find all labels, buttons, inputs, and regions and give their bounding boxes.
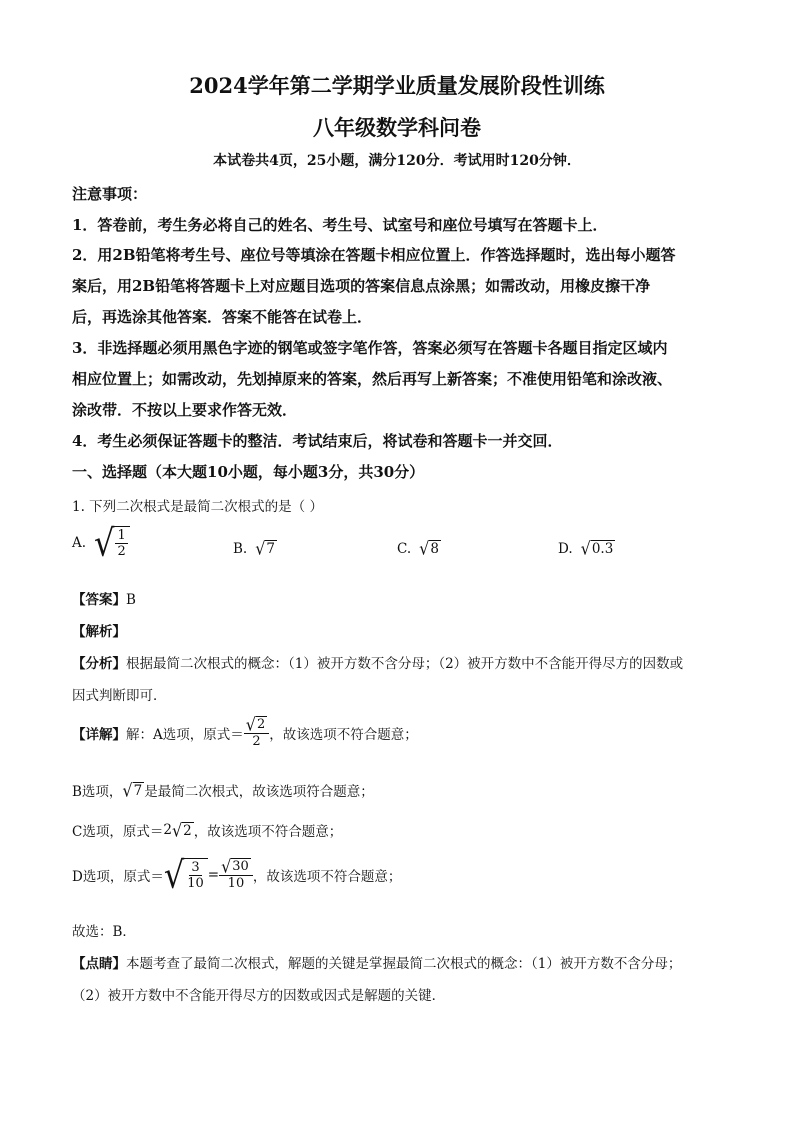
detail-option-b: B选项， √ 7 是最简二次根式，故该选项符合题意； <box>72 779 374 801</box>
notice-item-2-line-1: 2．用2B铅笔将考生号、座位号等填涂在答题卡相应位置上．作答选择题时，选出每小题答 <box>72 246 676 264</box>
option-c-label: C. <box>397 540 412 557</box>
radical-sign-icon: √ <box>245 714 256 735</box>
option-d-sqrt: √ 0.3 <box>580 538 614 559</box>
notice-item-2-line-2: 案后，用2B铅笔将答题卡上对应题目选项的答案信息点涂黑；如需改动，用橡皮擦干净 <box>72 277 651 295</box>
radical-sign-icon: √ <box>580 538 591 559</box>
detail-option-a: 【详解】 解：A选项，原式＝ √ 2 2 ，故该选项不符合题意； <box>72 714 418 749</box>
question-1-stem: 1. 下列二次根式是最简二次根式的是（ ） <box>72 499 323 515</box>
radical-sign-icon: √ <box>163 853 185 897</box>
notice-item-3-line-3: 涂改带．不按以上要求作答无效． <box>72 401 298 419</box>
notice-item-4: 4．考生必须保证答题卡的整洁．考试结束后，将试卷和答题卡一并交回． <box>72 432 563 450</box>
exam-info: 本试卷共4页，25小题，满分120分．考试用时120分钟． <box>213 153 581 169</box>
fenxi-line-1: 【分析】根据最简二次根式的概念：（1）被开方数不含分母；（2）被开方数中不含能开得尽方的因数或 <box>72 656 684 672</box>
option-d <box>558 540 615 557</box>
detail-a-fraction: √ 2 2 <box>244 716 269 749</box>
exam-subtitle: 八年级数学科问卷 <box>313 115 481 140</box>
notice-item-3-line-2: 相应位置上；如需改动，先划掉原来的答案，然后再写上新答案；不准使用铅笔和涂改液、 <box>72 370 673 388</box>
option-d-label: D. <box>558 540 573 557</box>
option-a <box>72 521 130 565</box>
option-b-sqrt: √ 7 <box>255 538 276 559</box>
radical-sign-icon: √ <box>171 819 183 841</box>
fenxi-line-2: 因式判断即可． <box>72 688 167 704</box>
radical-sign-icon: √ <box>122 779 133 801</box>
detail-option-c: C选项，原式＝ 2 √ 2 ，故该选项不符合题意； <box>72 819 343 841</box>
fenxi-tag: 【分析】 <box>72 656 126 672</box>
option-b <box>233 540 277 557</box>
option-c <box>397 540 441 557</box>
answer-tag: 【答案】 <box>72 592 126 608</box>
radical-sign-icon: √ <box>419 538 430 559</box>
detail-option-d: D选项，原式＝ √ $\frac{3}{10}$ = √ 30 10 ，故该选项不符合题意； <box>72 853 402 897</box>
radical-sign-icon: √ <box>255 538 266 559</box>
dianjing-line-2: （2）被开方数中不含能开得尽方的因数或因式是解题的关键． <box>72 988 446 1004</box>
dianjing-line-1: 【点睛】本题考查了最简二次根式，解题的关键是掌握最简二次根式的概念：（1）被开方数不含分母； <box>72 956 682 972</box>
notice-item-3-line-1: 3．非选择题必须用黑色字迹的钢笔或签字笔作答，答案必须写在答题卡各题目指定区域内 <box>72 339 668 357</box>
detail-tag: 【详解】 <box>72 726 126 743</box>
radical-sign-icon: √ <box>94 521 115 565</box>
option-c-sqrt: √ 8 <box>419 538 439 559</box>
section-heading: 一、选择题（本大题10小题，每小题3分，共30分） <box>72 463 425 481</box>
dianjing-tag: 【点睛】 <box>72 956 126 972</box>
detail-d-fraction: √ 30 10 <box>219 858 253 891</box>
notice-item-2-line-3: 后，再选涂其他答案．答案不能答在试卷上． <box>72 308 373 326</box>
option-a-fraction: $\frac{1}{2}$ <box>117 528 126 559</box>
detail-choose: 故选：B． <box>72 924 136 940</box>
answer-line <box>72 588 136 608</box>
answer-value: B <box>126 592 136 608</box>
exam-title: 2024学年第二学期学业质量发展阶段性训练 <box>189 73 605 98</box>
option-a-sqrt <box>94 521 130 565</box>
radical-sign-icon: √ <box>221 856 232 877</box>
analysis-tag: 【解析】 <box>72 624 126 640</box>
option-b-label: B. <box>233 540 248 557</box>
option-a-label: A. <box>72 534 87 551</box>
notice-item-1: 1．答卷前，考生务必将自己的姓名、考生号、试室号和座位号填写在答题卡上． <box>72 216 608 234</box>
notice-heading: 注意事项： <box>72 185 148 203</box>
